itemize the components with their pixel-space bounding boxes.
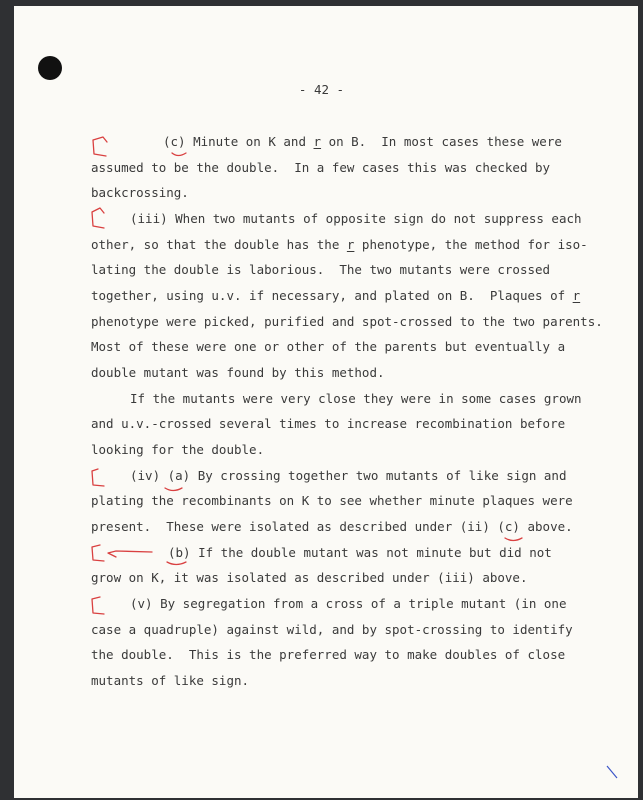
- text-line: present. These were isolated as described under (ii) (c) above.: [91, 519, 573, 534]
- text-line: (v) By segregation from a cross of a triple mutant (in one: [130, 596, 567, 611]
- page-number: - 42 -: [298, 82, 345, 97]
- text-line: phenotype were picked, purified and spot-crossed to the two parents.: [91, 314, 603, 329]
- text-line: the double. This is the preferred way to make doubles of close: [91, 647, 566, 662]
- text-line: looking for the double.: [91, 442, 265, 457]
- text-line: mutants of like sign.: [91, 673, 250, 688]
- text-line: (iii) When two mutants of opposite sign do not suppress each: [130, 211, 582, 226]
- text-line: grow on K, it was isolated as described under (iii) above.: [91, 570, 528, 585]
- text-line: case a quadruple) against wild, and by spot-crossing to identify: [91, 622, 573, 637]
- text-line: (c) Minute on K and r on B. In most cases these were: [163, 134, 562, 149]
- text-line: assumed to be the double. In a few cases this was checked by: [91, 160, 551, 175]
- text-line: and u.v.-crossed several times to increase recombination before: [91, 416, 566, 431]
- text-line: (b) If the double mutant was not minute but did not: [168, 545, 552, 560]
- text-line: together, using u.v. if necessary, and plated on B. Plaques of r: [91, 288, 581, 303]
- text-line: (iv) (a) By crossing together two mutants of like sign and: [130, 468, 567, 483]
- text-line: plating the recombinants on K to see whether minute plaques were: [91, 493, 573, 508]
- text-line: Most of these were one or other of the parents but eventually a: [91, 339, 566, 354]
- text-line: double mutant was found by this method.: [91, 365, 385, 380]
- text-line: If the mutants were very close they were in some cases grown: [130, 391, 582, 406]
- text-line: other, so that the double has the r phenotype, the method for iso-: [91, 237, 588, 252]
- text-line: lating the double is laborious. The two mutants were crossed: [91, 262, 551, 277]
- text-line: backcrossing.: [91, 185, 189, 200]
